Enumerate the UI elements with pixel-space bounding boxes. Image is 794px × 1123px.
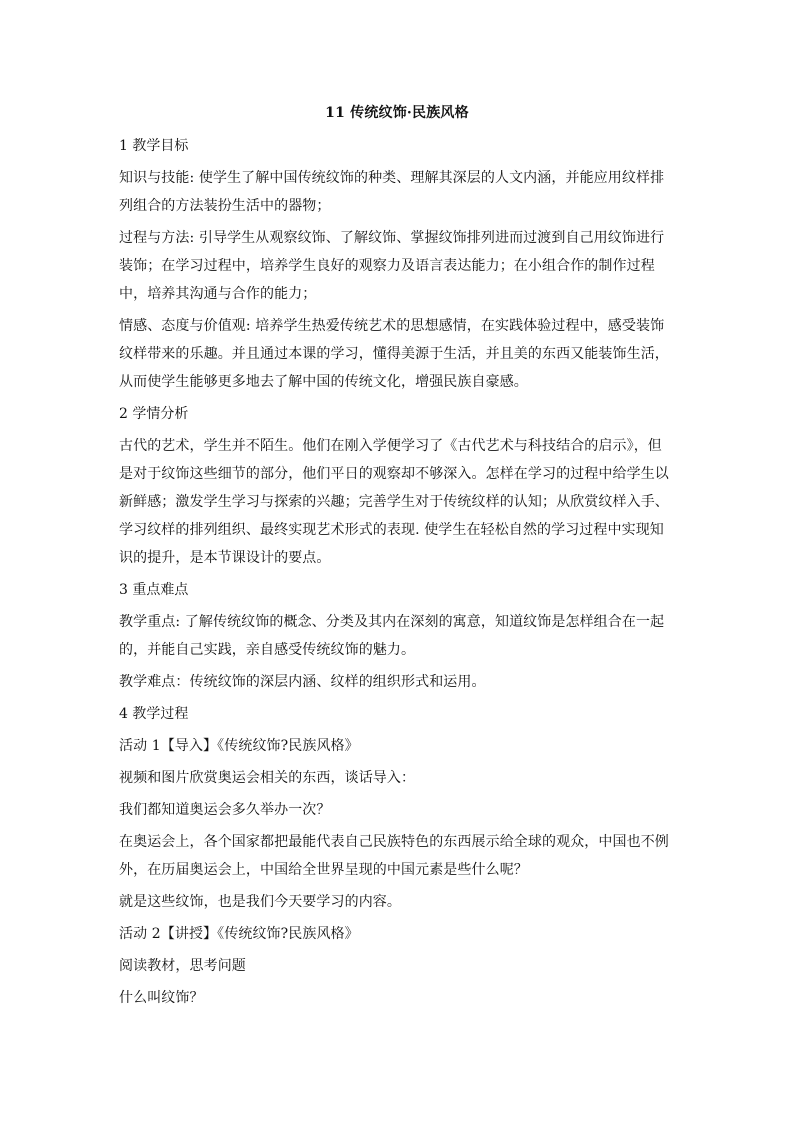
paragraph-process-methods: 过程与方法: 引导学生从观察纹饰、了解纹饰、掌握纹饰排列进而过渡到自己用纹饰进行装饰；在学习过程中，培养学生良好的观察力及语言表达能力；在小组合作的制作过程中，培养其沟通与合作的能力； <box>119 230 665 302</box>
paragraph-today-content: 就是这些纹饰，也是我们今天要学习的内容。 <box>119 894 401 910</box>
paragraph-emotion-values: 情感、态度与价值观: 培养学生热爱传统艺术的思想感情，在实践体验过程中，感受装饰纹样带来的乐趣。并且通过本课的学习，懂得美源于生活，并且美的东西又能装饰生活，从而使学生能够更多地去了解中国的传统文化，增强民族自豪感。 <box>119 318 669 390</box>
document-title: 11 传统纹饰·民族风格 <box>325 105 469 121</box>
section-heading-process: 4 教学过程 <box>119 706 189 722</box>
paragraph-student-analysis: 古代的艺术，学生并不陌生。他们在刚入学便学习了《古代艺术与科技结合的启示》，但是对于纹饰这些细节的部分，他们平日的观察却不够深入。怎样在学习的过程中给学生以新鲜感；激发学生学习与探索的兴趣；完善学生对于传统纹样的认知；从欣赏纹样入手、学习纹样的排列组织、最终实现艺术形式的表现. 使学生在轻松自然的学习过程中实现知识的提升，是本节课设计的要点。 <box>119 438 669 566</box>
section-heading-analysis: 2 学情分析 <box>119 406 189 422</box>
paragraph-activity-2: 活动 2【讲授】《传统纹饰?民族风格》 <box>119 926 359 942</box>
paragraph-read-textbook: 阅读教材，思考问题 <box>119 958 246 974</box>
paragraph-question-olympics: 我们都知道奥运会多久举办一次？ <box>119 802 331 818</box>
paragraph-knowledge-skills: 知识与技能: 使学生了解中国传统纹饰的种类、理解其深层的人文内涵，并能应用纹样排列组合的方法装扮生活中的器物； <box>119 170 665 214</box>
section-heading-goals: 1 教学目标 <box>119 138 189 154</box>
paragraph-video-intro: 视频和图片欣赏奥运会相关的东西，谈话导入： <box>119 770 416 786</box>
paragraph-what-is-ornament: 什么叫纹饰？ <box>119 990 204 1006</box>
section-heading-key-points: 3 重点难点 <box>119 582 189 598</box>
paragraph-olympics-elements: 在奥运会上，各个国家都把最能代表自己民族特色的东西展示给全球的观众，中国也不例外，在历届奥运会上，中国给全世界呈现的中国元素是些什么呢？ <box>119 834 669 878</box>
paragraph-key-point: 教学重点: 了解传统纹饰的概念、分类及其内在深刻的寓意，知道纹饰是怎样组合在一起的，并能自己实践，亲自感受传统纹饰的魅力。 <box>119 614 665 658</box>
paragraph-activity-1: 活动 1【导入】《传统纹饰?民族风格》 <box>119 738 359 754</box>
paragraph-difficulty: 教学难点：传统纹饰的深层内涵、纹样的组织形式和运用。 <box>119 674 486 690</box>
document-body <box>119 104 675 1016</box>
